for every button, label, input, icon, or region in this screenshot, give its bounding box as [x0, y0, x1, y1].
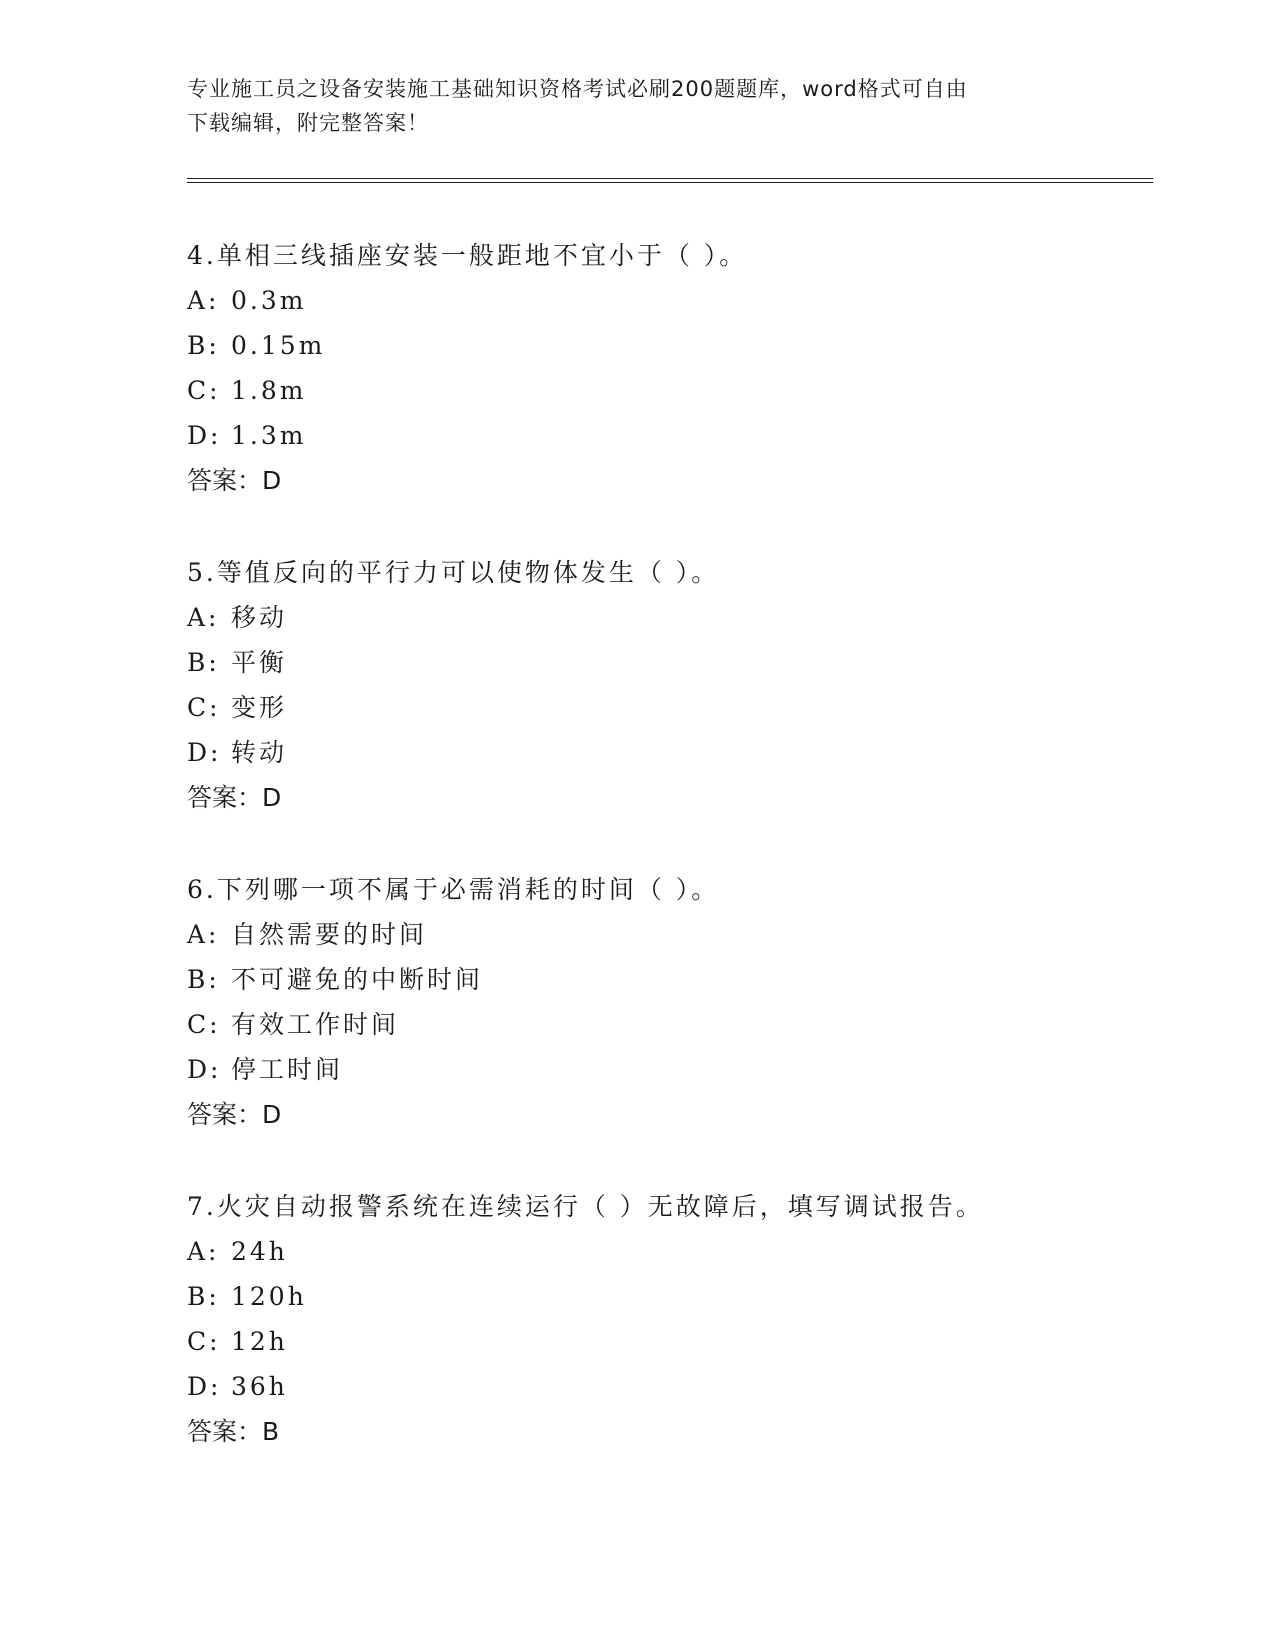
option-label: D: — [187, 1372, 222, 1401]
option-label: A: — [187, 286, 220, 315]
option-c — [187, 1002, 1137, 1047]
option-d — [187, 1047, 1137, 1092]
option-d — [187, 730, 1137, 775]
header-divider-bottom — [187, 182, 1153, 183]
option-text: 平衡 — [231, 648, 288, 677]
answer-line: 答案：D — [187, 1100, 282, 1129]
header-line-1: 专业施工员之设备安装施工基础知识资格考试必刷200题题库，word格式可自由 — [187, 77, 968, 101]
header-line-2: 下载编辑，附完整答案！ — [187, 111, 429, 135]
option-b — [187, 323, 1137, 368]
option-label: B: — [187, 1282, 220, 1311]
option-text: 24h — [231, 1237, 288, 1266]
option-text: 移动 — [231, 603, 288, 632]
question-5 — [187, 550, 1137, 820]
option-label: C: — [187, 1327, 221, 1356]
option-text: 变形 — [231, 693, 288, 722]
option-a — [187, 1229, 1137, 1274]
option-text: 转动 — [231, 738, 288, 767]
option-c — [187, 685, 1137, 730]
option-c — [187, 1319, 1137, 1364]
option-a — [187, 278, 1137, 323]
question-7 — [187, 1184, 1137, 1454]
option-text: 1.8m — [231, 376, 307, 405]
option-a — [187, 595, 1137, 640]
answer-line: 答案：D — [187, 783, 282, 812]
answer-line: 答案：B — [187, 1417, 280, 1446]
option-text: 12h — [231, 1327, 288, 1356]
question-title: 7.火灾自动报警系统在连续运行（ ）无故障后，填写调试报告。 — [187, 1192, 984, 1221]
question-title: 6.下列哪一项不属于必需消耗的时间（ ）。 — [187, 875, 720, 904]
option-text: 自然需要的时间 — [231, 920, 428, 949]
question-title: 5.等值反向的平行力可以使物体发生（ ）。 — [187, 558, 720, 587]
option-a — [187, 912, 1137, 957]
option-label: D: — [187, 421, 222, 450]
option-label: D: — [187, 738, 222, 767]
option-text: 有效工作时间 — [231, 1010, 400, 1039]
option-d — [187, 1364, 1137, 1409]
option-b — [187, 1274, 1137, 1319]
option-text: 1.3m — [231, 421, 307, 450]
option-text: 36h — [231, 1372, 288, 1401]
option-b — [187, 957, 1137, 1002]
option-label: B: — [187, 331, 220, 360]
option-label: B: — [187, 965, 220, 994]
option-text: 0.15m — [231, 331, 326, 360]
option-label: A: — [187, 603, 220, 632]
option-label: D: — [187, 1055, 222, 1084]
option-b — [187, 640, 1137, 685]
option-text: 120h — [231, 1282, 307, 1311]
option-label: A: — [187, 1237, 220, 1266]
option-label: C: — [187, 1010, 221, 1039]
option-label: C: — [187, 376, 221, 405]
option-text: 停工时间 — [231, 1055, 344, 1084]
option-label: B: — [187, 648, 220, 677]
option-text: 不可避免的中断时间 — [231, 965, 484, 994]
option-text: 0.3m — [231, 286, 307, 315]
question-4 — [187, 233, 1137, 503]
option-label: A: — [187, 920, 220, 949]
question-6 — [187, 867, 1137, 1137]
question-title: 4.单相三线插座安装一般距地不宜小于（ ）。 — [187, 241, 748, 270]
header-divider-top — [187, 178, 1153, 179]
answer-line: 答案：D — [187, 466, 282, 495]
option-d — [187, 413, 1137, 458]
option-c — [187, 368, 1137, 413]
option-label: C: — [187, 693, 221, 722]
document-header — [187, 72, 1087, 140]
